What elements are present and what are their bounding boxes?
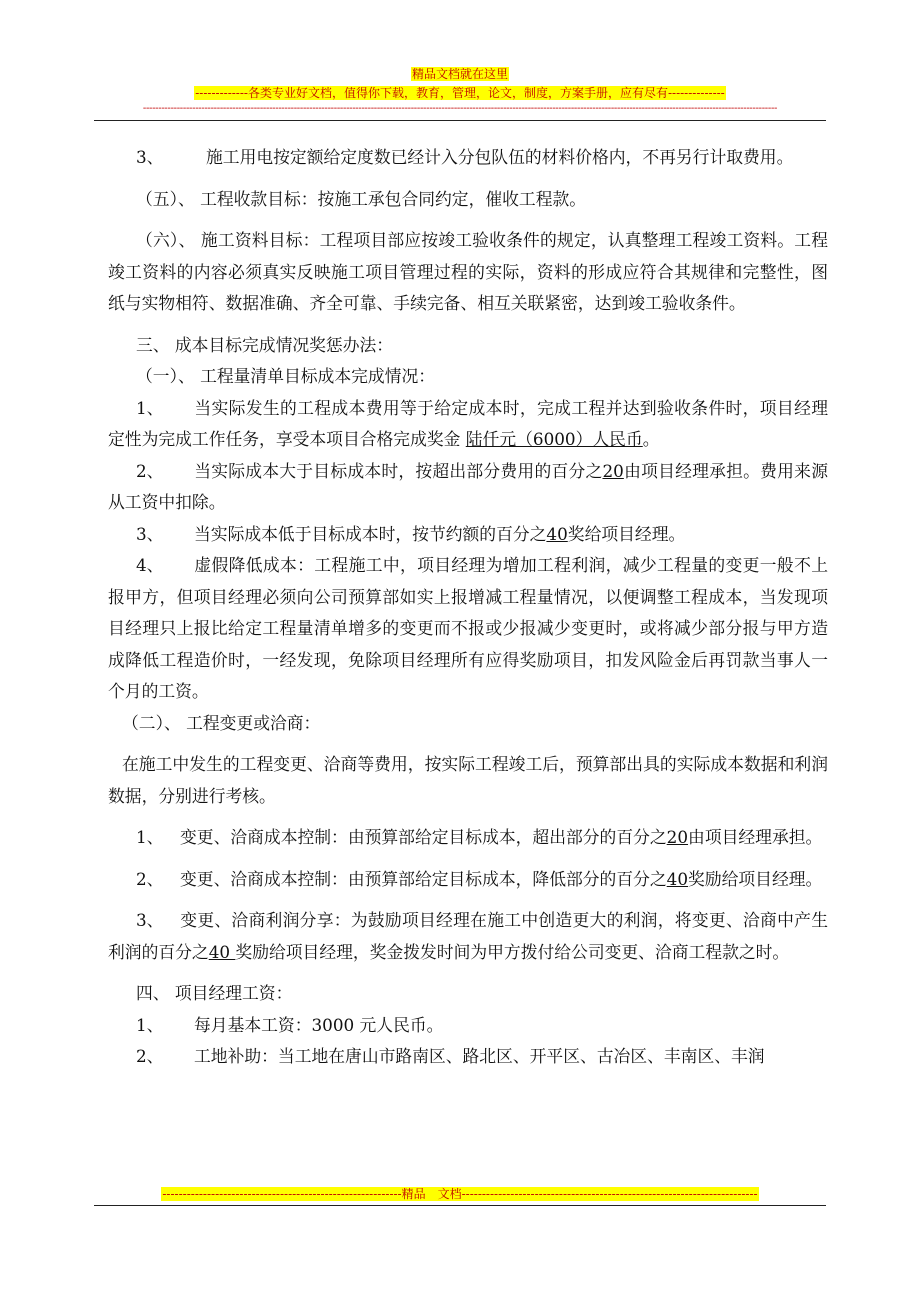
paragraph: 2、 变更、洽商成本控制：由预算部给定目标成本，降低部分的百分之40奖励给项目经理。 (136, 868, 823, 889)
paragraph: 2、 工地补助：当工地在唐山市路南区、路北区、开平区、古冶区、丰南区、丰润 (136, 1046, 765, 1066)
paragraph: 在施工中发生的工程变更、洽商等费用，按实际工程竣工后，预算部出具的实际成本数据和利润数据，分别进行考核。 (108, 754, 828, 806)
bonus-amount: 陆仟元（6000）人民币 (465, 429, 643, 449)
paragraph: 3、 变更、洽商利润分享：为鼓励项目经理在施工中创造更大的利润，将变更、洽商中产生利润的百分之40 奖励给项目经理，奖金拨发时间为甲方拨付给公司变更、洽商工程款之时。 (108, 910, 828, 962)
section-heading: 四、 项目经理工资： (136, 983, 293, 1003)
paragraph: 4、 虚假降低成本：工程施工中，项目经理为增加工程利润，减少工程量的变更一般不上报甲方，但项目经理必须向公司预算部如实上报增减工程量情况，以便调整工程成本，当发现项目经理只上报比给定工程量清单增多的变更而不报或少报减少变更时，或将减少部分报与甲方造成降低工程造价时，一经发现，免除项目经理所有应得奖励项目，扣发风险金后再罚款当事人一个月的工资。 (108, 555, 828, 701)
paragraph: 1、 当实际发生的工程成本费用等于给定成本时，完成工程并达到验收条件时，项目经理定性为完成工作任务，享受本项目合格完成奖金 陆仟元（6000）人民币。 (108, 397, 828, 449)
header-rule (94, 120, 826, 121)
header-subtitle: -------------各类专业好文档，值得你下载，教育，管理，论文，制度，方案手册，应有尽有-------------- (195, 86, 725, 100)
header-dash-line: -------------------------------------------------------------------------------------------------------------------------------------------------------------------------------------------------------------- (142, 103, 778, 114)
footer-rule (94, 1205, 826, 1206)
paragraph: （五）、 工程收款目标：按施工承包合同约定，催收工程款。 (136, 188, 587, 209)
paragraph: 1、 每月基本工资：3000 元人民币。 (136, 1014, 444, 1035)
paragraph: 1、 变更、洽商成本控制：由预算部给定目标成本，超出部分的百分之20由项目经理承担。 (136, 827, 823, 847)
document-body (108, 142, 828, 1073)
footer-banner: -----------------------------------------------------------精品 文档------------------------------------------------------------------------- (162, 1187, 758, 1201)
subsection-heading: （一）、 工程量清单目标成本完成情况： (136, 366, 436, 386)
paragraph: （六）、 施工资料目标：工程项目部应按竣工验收条件的规定，认真整理工程竣工资料。工程竣工资料的内容必须真实反映施工项目管理过程的实际，资料的形成应符合其规律和完整性，图纸与实物相符、数据准确、齐全可靠、手续完备、相互关联紧密，达到竣工验收条件。 (108, 230, 828, 313)
header-title: 精品文档就在这里 (411, 67, 508, 81)
paragraph: 3、 施工用电按定额给定度数已经计入分包队伍的材料价格内，不再另行计取费用。 (136, 147, 794, 167)
paragraph: 3、 当实际成本低于目标成本时，按节约额的百分之40奖给项目经理。 (136, 523, 686, 544)
section-heading: 三、 成本目标完成情况奖惩办法： (136, 334, 394, 355)
subsection-heading: （二）、 工程变更或洽商： (122, 712, 321, 733)
paragraph: 2、 当实际成本大于目标成本时，按超出部分费用的百分之20由项目经理承担。费用来源从工资中扣除。 (108, 460, 828, 512)
